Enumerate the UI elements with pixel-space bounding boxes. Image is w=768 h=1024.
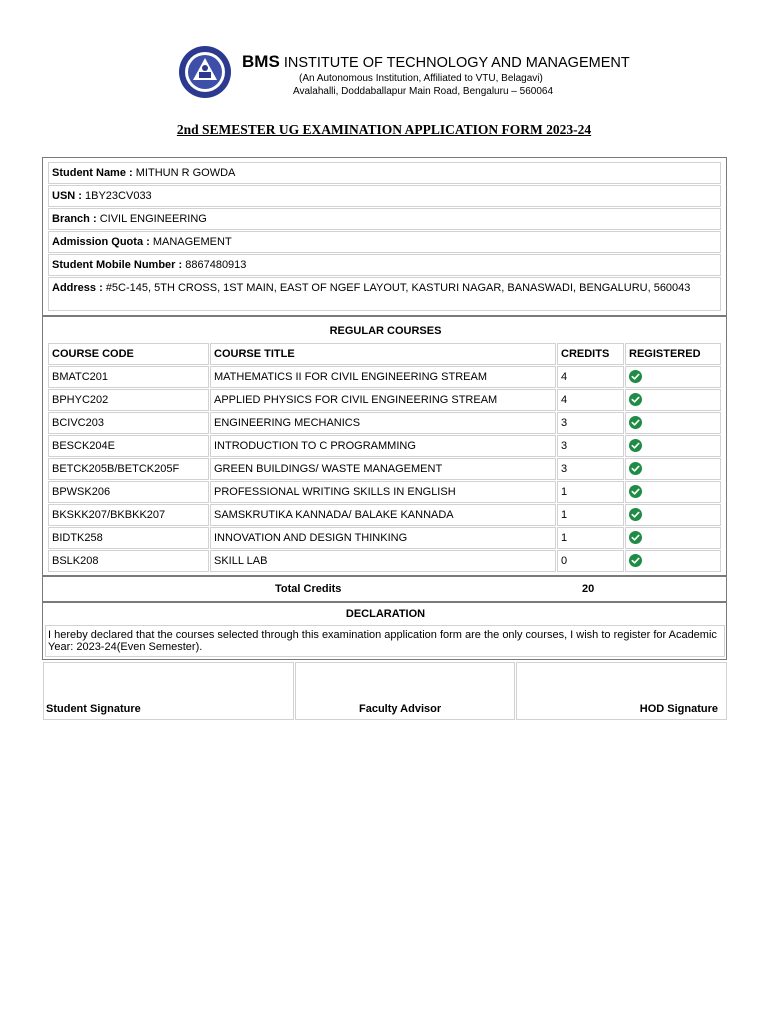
course-credits: 3 — [557, 458, 624, 480]
course-registered — [625, 504, 721, 526]
course-registered — [625, 435, 721, 457]
course-code: BCIVC203 — [48, 412, 209, 434]
course-credits: 4 — [557, 389, 624, 411]
field-value: 8867480913 — [185, 259, 247, 271]
field-label: Address : — [52, 282, 103, 294]
course-code: BPWSK206 — [48, 481, 209, 503]
course-title: APPLIED PHYSICS FOR CIVIL ENGINEERING STREAM — [210, 389, 556, 411]
form-title: 2nd SEMESTER UG EXAMINATION APPLICATION FORM 2023-24 — [176, 122, 592, 137]
course-title: INTRODUCTION TO C PROGRAMMING — [210, 435, 556, 457]
course-registered — [625, 481, 721, 503]
regular-courses-panel — [42, 316, 727, 576]
total-credits-value: 20 — [582, 583, 595, 595]
course-registered — [625, 527, 721, 549]
course-code: BMATC201 — [48, 366, 209, 388]
course-credits: 3 — [557, 435, 624, 457]
check-circle-icon — [629, 462, 642, 475]
course-credits: 0 — [557, 550, 624, 572]
faculty-advisor-label: Faculty Advisor — [359, 703, 442, 715]
field-usn — [48, 185, 721, 207]
institution-full-name: INSTITUTE OF TECHNOLOGY AND MANAGEMENT — [283, 55, 630, 71]
institution-subtitle: (An Autonomous Institution, Affiliated to VTU, Belagavi) — [299, 73, 543, 84]
declaration-title: DECLARATION — [345, 608, 426, 620]
course-title: INNOVATION AND DESIGN THINKING — [210, 527, 556, 549]
student-details-panel — [42, 157, 727, 316]
course-registered — [625, 458, 721, 480]
course-title: PROFESSIONAL WRITING SKILLS IN ENGLISH — [210, 481, 556, 503]
course-registered — [625, 412, 721, 434]
field-label: Admission Quota : — [52, 236, 150, 248]
field-label: USN : — [52, 190, 82, 202]
check-circle-icon — [629, 554, 642, 567]
check-circle-icon — [629, 485, 642, 498]
total-credits-label: Total Credits — [275, 583, 342, 595]
course-credits: 1 — [557, 481, 624, 503]
course-title: SKILL LAB — [210, 550, 556, 572]
declaration-text: I hereby declared that the courses selected through this examination application form are the only courses, I wish to register for Academic Year: 2023-24(Even Semester). — [45, 625, 725, 657]
institution-logo-icon — [178, 42, 232, 102]
field-value: MITHUN R GOWDA — [135, 167, 236, 179]
field-branch — [48, 208, 721, 230]
header-credits: CREDITS — [557, 343, 624, 365]
course-title: MATHEMATICS II FOR CIVIL ENGINEERING STREAM — [210, 366, 556, 388]
hod-signature-box — [516, 662, 727, 720]
course-credits: 3 — [557, 412, 624, 434]
field-student-name — [48, 162, 721, 184]
hod-signature-label: HOD Signature — [639, 703, 718, 715]
course-credits: 1 — [557, 527, 624, 549]
check-circle-icon — [629, 508, 642, 521]
course-code: BKSKK207/BKBKK207 — [48, 504, 209, 526]
course-title: GREEN BUILDINGS/ WASTE MANAGEMENT — [210, 458, 556, 480]
course-code: BIDTK258 — [48, 527, 209, 549]
course-registered — [625, 389, 721, 411]
field-address — [48, 277, 721, 311]
course-code: BPHYC202 — [48, 389, 209, 411]
course-credits: 1 — [557, 504, 624, 526]
header-course-code: COURSE CODE — [48, 343, 209, 365]
field-value: 1BY23CV033 — [85, 190, 152, 202]
course-code: BETCK205B/BETCK205F — [48, 458, 209, 480]
course-code: BSLK208 — [48, 550, 209, 572]
institution-short-name: BMS — [242, 52, 280, 71]
field-value: #5C-145, 5TH CROSS, 1ST MAIN, EAST OF NGEF LAYOUT, KASTURI NAGAR, BANASWADI, BENGALURU, 560043 — [105, 282, 691, 294]
total-credits-row — [42, 576, 727, 602]
check-circle-icon — [629, 531, 642, 544]
course-credits: 4 — [557, 366, 624, 388]
student-signature-label: Student Signature — [46, 703, 141, 715]
header-registered: REGISTERED — [625, 343, 721, 365]
student-signature-box — [43, 662, 294, 720]
field-mobile-number — [48, 254, 721, 276]
check-circle-icon — [629, 416, 642, 429]
course-registered — [625, 366, 721, 388]
field-admission-quota — [48, 231, 721, 253]
field-label: Student Name : — [52, 167, 133, 179]
header-course-title: COURSE TITLE — [210, 343, 556, 365]
declaration-panel — [42, 602, 727, 660]
institution-address: Avalahalli, Doddaballapur Main Road, Bengaluru – 560064 — [293, 86, 553, 97]
check-circle-icon — [629, 370, 642, 383]
field-label: Branch : — [52, 213, 97, 225]
section-title-regular-courses: REGULAR COURSES — [329, 325, 442, 337]
course-registered — [625, 550, 721, 572]
check-circle-icon — [629, 439, 642, 452]
field-label: Student Mobile Number : — [52, 259, 183, 271]
institution-name — [242, 52, 630, 72]
check-circle-icon — [629, 393, 642, 406]
field-value: CIVIL ENGINEERING — [99, 213, 207, 225]
faculty-advisor-box — [295, 662, 515, 720]
institution-header — [178, 42, 630, 106]
course-title: SAMSKRUTIKA KANNADA/ BALAKE KANNADA — [210, 504, 556, 526]
course-code: BESCK204E — [48, 435, 209, 457]
course-title: ENGINEERING MECHANICS — [210, 412, 556, 434]
field-value: MANAGEMENT — [152, 236, 232, 248]
